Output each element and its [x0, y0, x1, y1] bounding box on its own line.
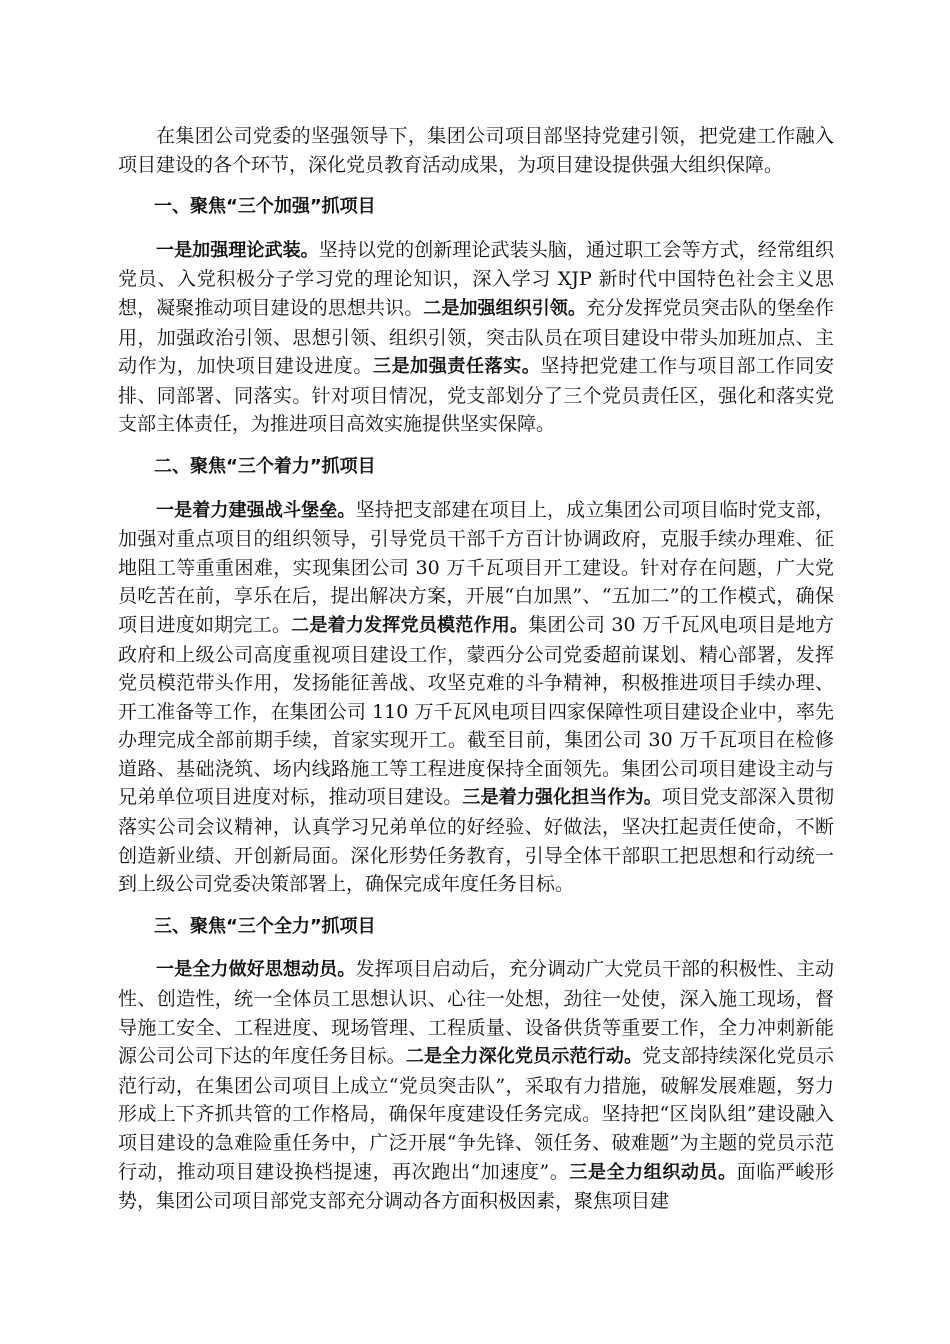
- section-heading-2: 二、聚焦“三个着力”抓项目: [154, 455, 376, 477]
- intro-paragraph: 在集团公司党委的坚强领导下，集团公司项目部坚持党建引领，把党建工作融入项目建设的各个环节，深化党员教育活动成果，为项目建设提供强大组织保障。: [118, 125, 834, 176]
- point-text: 集团公司 30 万千瓦风电项目是地方政府和上级公司高度重视项目建设工作，蒙西分公司党委超前谋划、精心部署，发挥党员模范带头作用，发扬能征善战、攻坚克难的斗争精神，积极推进项目手续办理、开工准备等工作，在集团公司 110 万千瓦风电项目四家保障性项目建设企业中，率先办理完成全部前期手续，首家实现开工。截至目前，集团公司 30 万千瓦项目在检修道路、基础浇筑、场内线路施工等工程进度保持全面领先。集团公司项目建设主动与兄弟单位项目进度对标，推动项目建设。: [118, 613, 834, 809]
- point-text: 充分发挥党员突击队的堡垒作用，加强政治引领、思想引领、组织引领，突击队员在项目建设中带头加班加点、主动作为，加快项目建设进度。: [118, 296, 834, 378]
- point-lead: 三是加强责任落实。: [372, 356, 541, 378]
- section-paragraph-1: [118, 236, 834, 439]
- point-text: 坚持以党的创新理论武装头脑，通过职工会等方式，经常组织党员、入党积极分子学习党的理论知识，深入学习 XJP 新时代中国特色社会主义思想，凝聚推动项目建设的思想共识。: [118, 238, 834, 319]
- section-heading-3: 三、聚焦“三个全力”抓项目: [154, 915, 376, 937]
- point-lead: 一是着力建强战斗堡垒。: [156, 499, 356, 521]
- point-lead: 二是加强组织引领。: [423, 297, 587, 319]
- point-text: 党支部持续深化党员示范行动，在集团公司项目上成立“党员突击队”，采取有力措施，破解发展难题，努力形成上下齐抓共管的工作格局，确保年度建设任务完成。坚持把“区岗队组”建设融入项目建设的急难险重任务中，广泛开展“争先锋、领任务、破难题”为主题的党员示范行动，推动项目建设换档提速，再次跑出“加速度”。: [118, 1045, 834, 1183]
- point-text: 项目党支部深入贯彻落实公司会议精神，认真学习兄弟单位的好经验、好做法，坚决扛起责任使命，不断创造新业绩、开创新局面。深化形势任务教育，引导全体干部职工把思想和行动统一到上级公司党委决策部署上，确保完成年度任务目标。: [118, 786, 834, 896]
- document-body: [118, 122, 834, 1230]
- point-lead: 一是加强理论武装。: [156, 239, 319, 261]
- point-lead: 三是全力组织动员。: [569, 1161, 737, 1183]
- section-paragraph-2: [118, 496, 834, 899]
- point-text: 坚持把支部建在项目上，成立集团公司项目临时党支部，加强对重点项目的组织领导，引导党员干部千方百计协调政府，克服手续办理难、征地阻工等重重困难，实现集团公司 30 万千瓦项目开工建设。针对存在问题，广大党员吃苦在前，享乐在后，提出解决方案，开展“白加黑”、“五加二”的工作模式，确保项目进度如期完工。: [118, 498, 834, 636]
- section-heading-1: 一、聚焦“三个加强”抓项目: [154, 196, 376, 218]
- point-lead: 二是全力深化党员示范行动。: [405, 1046, 643, 1068]
- point-text: 发挥项目启动后，充分调动广大党员干部的积极性、主动性、创造性，统一全体员工思想认识、心往一处想，劲往一处使，深入施工现场，督导施工安全、工程进度、现场管理、工程质量、设备供货等重要工作，全力冲刺新能源公司公司下达的年度任务目标。: [118, 958, 834, 1068]
- section-paragraph-3: [118, 955, 834, 1215]
- point-lead: 一是全力做好思想动员。: [156, 959, 356, 981]
- point-lead: 三是着力强化担当作为。: [462, 787, 662, 809]
- point-lead: 二是着力发挥党员模范作用。: [291, 614, 529, 636]
- point-text: 坚持把党建工作与项目部工作同安排、同部署、同落实。针对项目情况，党支部划分了三个党员责任区，强化和落实党支部主体责任，为推进项目高效实施提供坚实保障。: [118, 355, 834, 436]
- point-text: 面临严峻形势，集团公司项目部党支部充分调动各方面积极因素，聚焦项目建: [118, 1160, 834, 1213]
